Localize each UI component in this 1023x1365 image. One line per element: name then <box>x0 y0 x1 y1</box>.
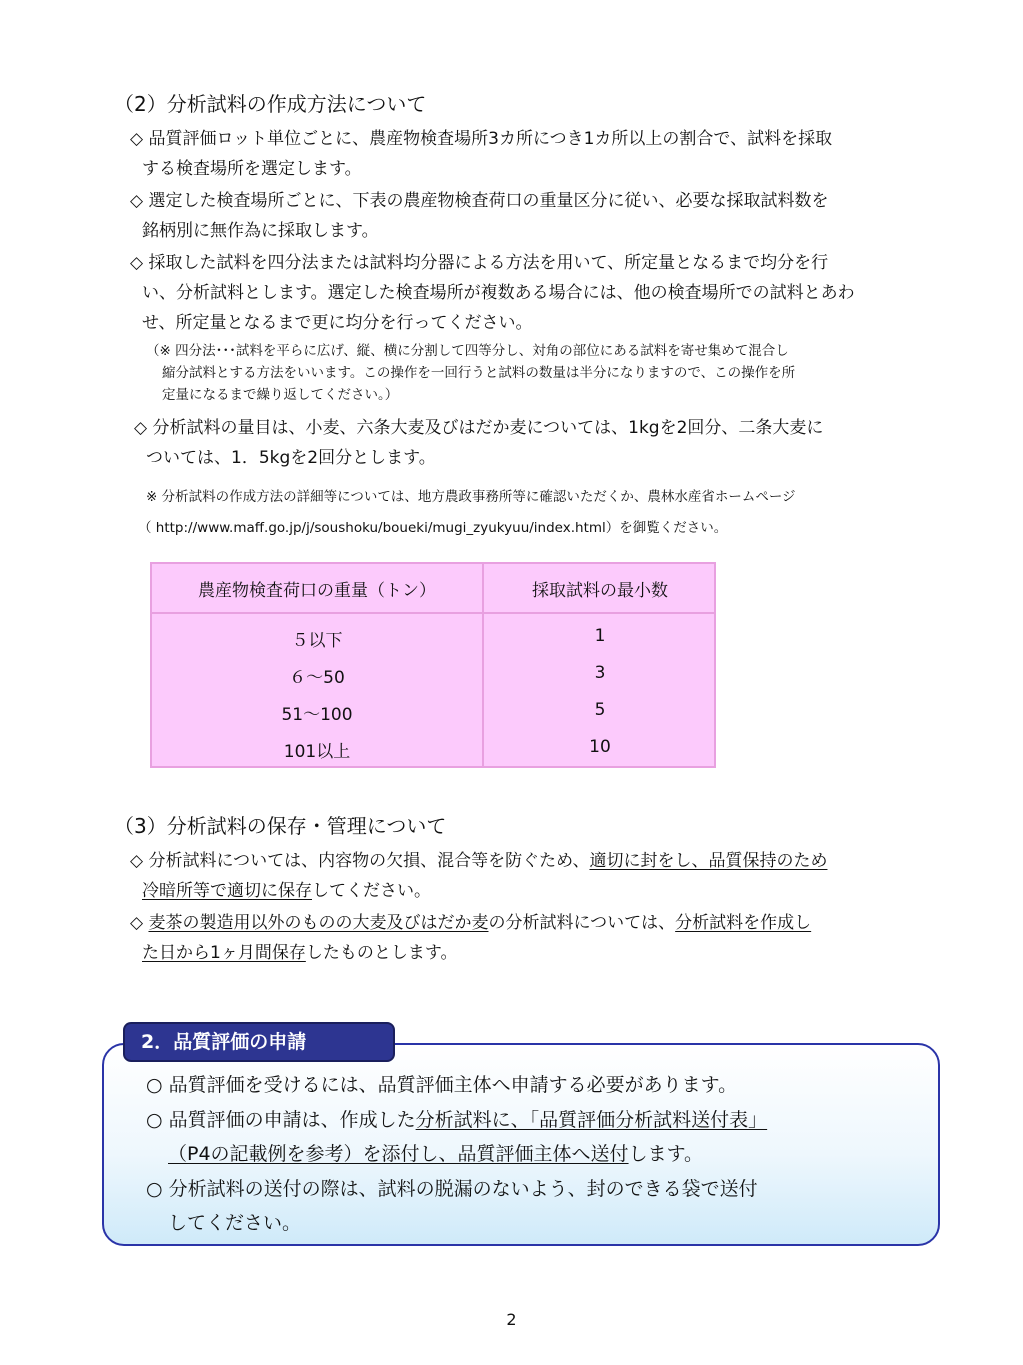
underlined-text: た日から1ヶ月間保存 <box>142 943 306 963</box>
text-span: ◇ 分析試料については、内容物の欠損、混合等を防ぐため、 <box>130 851 590 871</box>
text-line: ◇ 採取した試料を四分法または試料均分器による方法を用いて、所定量となるまで均分を行 <box>130 253 829 273</box>
bullet-sample-quantity <box>134 413 954 473</box>
application-box-title: 2．品質評価の申請 <box>123 1022 395 1062</box>
text-line: （※ 四分法･･･試料を平らに広げ、縦、横に分割して四等分し、対角の部位にある試料を寄せ集めて混合し <box>146 343 789 359</box>
text-span: の分析試料については、 <box>488 913 676 933</box>
table-cell-samples: 1 <box>594 626 606 646</box>
text-line <box>130 846 960 876</box>
text-line: ◇ 選定した検査場所ごとに、下表の農産物検査荷口の重量区分に従い、必要な採取試料数を <box>130 191 829 211</box>
table-cell-weight: 51～100 <box>281 705 353 725</box>
table-header-weight: 農産物検査荷口の重量（トン） <box>198 581 436 601</box>
text-line: 縮分試料とする方法をいいます。この操作を一回行うと試料の数量は半分になりますので、この操作を所 <box>162 365 796 381</box>
table-cell-samples: 10 <box>589 737 611 757</box>
text-line <box>146 1103 926 1137</box>
bullet-storage-period <box>130 908 960 968</box>
underlined-text: 冷暗所等で適切に保存 <box>142 881 312 901</box>
text-line: い、分析試料とします。選定した検査場所が複数ある場合には、他の検査場所での試料とあわ <box>142 283 855 303</box>
note-quartering-method <box>146 340 946 406</box>
text-line: せ、所定量となるまで更に均分を行ってください。 <box>142 313 533 333</box>
underlined-text: （P4の記載例を参考）を添付し、品質評価主体へ送付 <box>168 1143 629 1165</box>
text-span: ○ 品質評価の申請は、作成した <box>146 1109 416 1131</box>
page-number: 2 <box>506 1310 517 1329</box>
text-span: します。 <box>628 1143 704 1165</box>
bullet-sample-division <box>130 248 960 338</box>
url-reference[interactable]: （ http://www.maff.go.jp/j/soushoku/boueki/mugi_zyukyuu/index.html）を御覧ください。 <box>138 520 728 536</box>
underlined-text: 麦茶の製造用以外のものの大麦及びはだか麦 <box>148 913 489 933</box>
underlined-text: 分析試料に、「品質評価分析試料送付表」 <box>415 1109 768 1131</box>
note-details-reference <box>138 482 966 544</box>
text-line: 銘柄別に無作為に採取します。 <box>142 221 379 241</box>
table-cell-samples: 3 <box>594 663 606 683</box>
text-span: ◇ <box>130 913 149 933</box>
table-cell-weight: ６～50 <box>289 668 345 688</box>
text-line: ○ 分析試料の送付の際は、試料の脱漏のないよう、封のできる袋で送付 <box>146 1178 758 1200</box>
bullet-sample-storage <box>130 846 960 906</box>
text-span: したものとします。 <box>305 943 458 963</box>
text-line <box>146 1137 926 1171</box>
application-point-3 <box>146 1172 926 1240</box>
text-line <box>130 876 960 906</box>
table-cell-weight: 101以上 <box>283 742 351 762</box>
text-line <box>130 908 960 938</box>
application-point-2 <box>146 1103 926 1171</box>
table-cell-weight: ５以下 <box>291 631 343 651</box>
bullet-sample-site-selection <box>130 124 960 184</box>
bullet-sample-collection <box>130 186 960 246</box>
table-header-min-samples: 採取試料の最小数 <box>532 581 668 601</box>
sampling-table <box>150 562 716 768</box>
text-line: ※ 分析試料の作成方法の詳細等については、地方農政事務所等に確認いただくか、農林水産省ホームページ <box>146 489 796 505</box>
table-cell-samples: 5 <box>594 700 606 720</box>
text-span: してください。 <box>312 881 431 901</box>
text-line: 定量になるまで繰り返してください。） <box>162 387 399 403</box>
text-line: ついては、1．5kgを2回分とします。 <box>146 448 436 468</box>
text-line <box>130 938 960 968</box>
text-line: してください。 <box>168 1212 302 1234</box>
text-line: ◇ 分析試料の量目は、小麦、六条大麦及びはだか麦については、1kgを2回分、二条大麦に <box>134 418 824 438</box>
underlined-text: 分析試料を作成し <box>675 913 812 933</box>
text-line: する検査場所を選定します。 <box>142 159 362 179</box>
text-line: ◇ 品質評価ロット単位ごとに、農産物検査場所3カ所につき1カ所以上の割合で、試料を採取 <box>130 129 833 149</box>
application-point-1: ○ 品質評価を受けるには、品質評価主体へ申請する必要があります。 <box>146 1074 738 1096</box>
underlined-text: 適切に封をし、品質保持のため <box>589 851 828 871</box>
section-3-title: （3）分析試料の保存・管理について <box>114 814 447 838</box>
section-2-title: （2）分析試料の作成方法について <box>114 92 427 116</box>
